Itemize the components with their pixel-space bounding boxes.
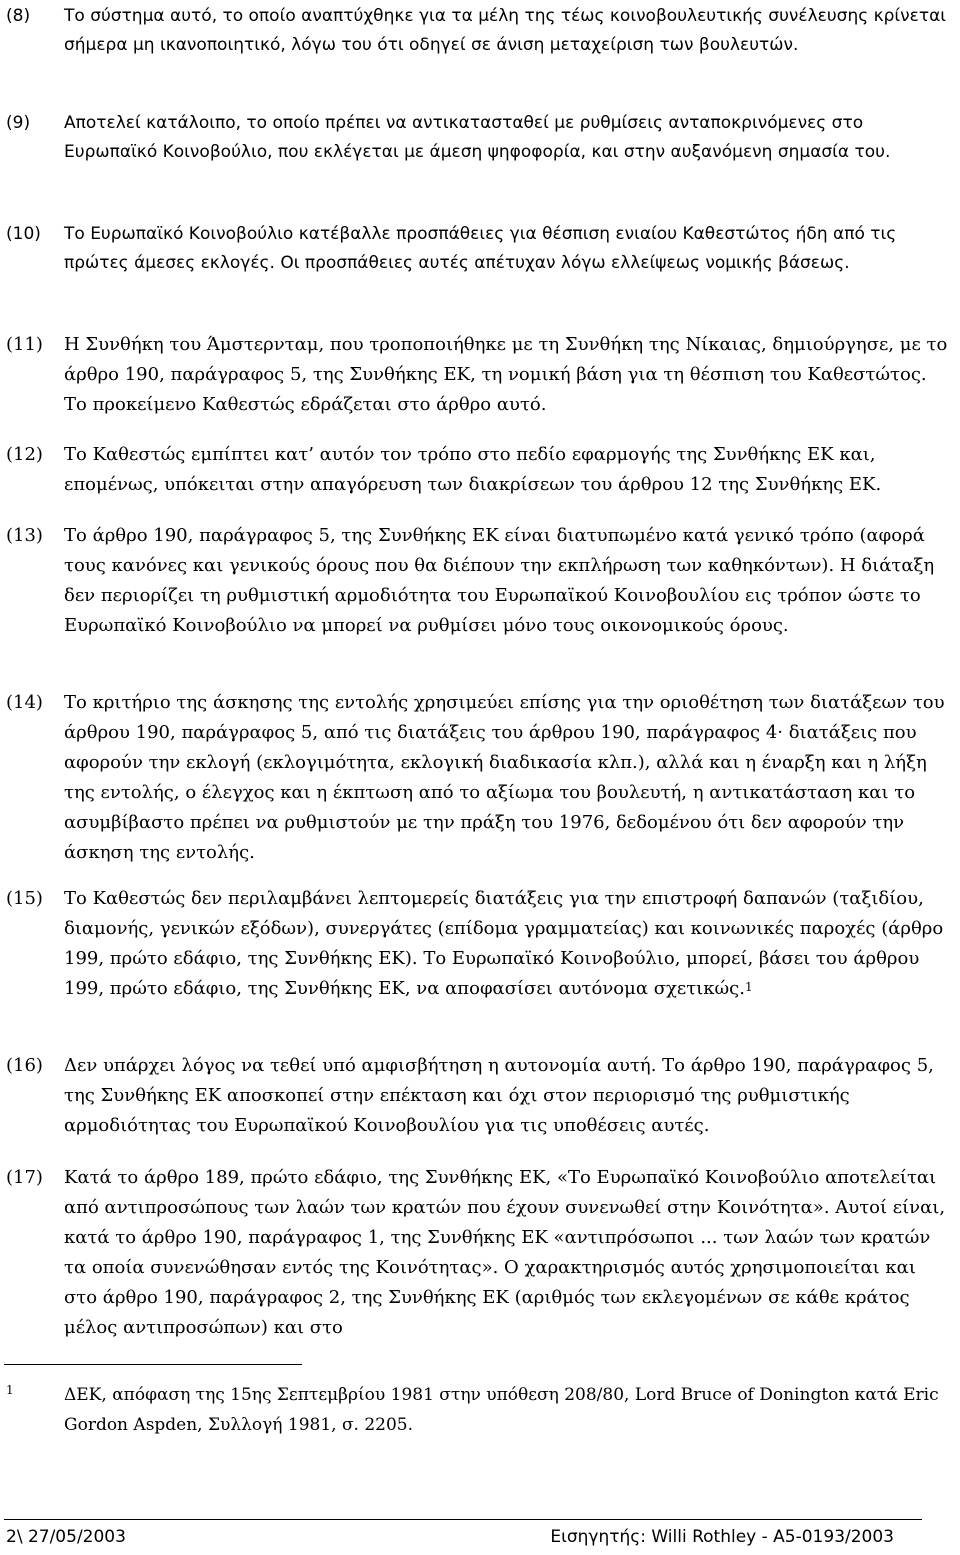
paragraph-number: (12) xyxy=(6,444,43,465)
paragraph-12 xyxy=(6,440,956,500)
paragraph-11 xyxy=(6,330,956,420)
footnote-reference[interactable]: 1 xyxy=(744,980,753,994)
paragraph-number: (10) xyxy=(6,224,41,244)
paragraph-number: (16) xyxy=(6,1055,43,1076)
paragraph-15 xyxy=(6,884,956,1004)
footnote xyxy=(6,1380,958,1440)
paragraph-number: (15) xyxy=(6,888,43,909)
paragraph-text: Το Καθεστώς εμπίπτει κατ’ αυτόν τον τρόπο στο πεδίο εφαρμογής της Συνθήκης ΕΚ και, επομένως, υπόκειται στην απαγόρευση των διακρίσεων του άρθρου 12 της Συνθήκης ΕΚ. xyxy=(64,444,882,495)
paragraph-text: Το σύστημα αυτό, το οποίο αναπτύχθηκε για τα μέλη της τέως κοινοβουλευτικής συνέλευσης κρίνεται σήμερα μη ικανοποιητικό, λόγω του ότι οδηγεί σε άνιση μεταχείριση των βουλευτών. xyxy=(64,6,947,55)
paragraph-number: (9) xyxy=(6,113,31,133)
paragraph-body: Το Καθεστώς δεν περιλαμβάνει λεπτομερείς διατάξεις για την επιστροφή δαπανών (ταξιδίου, διαμονής, γενικών εξόδων), συνεργάτες (επίδομα γραμματείας) και κοινωνικές παροχές (άρθρο 199, πρώτο εδάφιο, της Συνθήκης ΕΚ). Το Ευρωπαϊκό Κοινοβούλιο, μπορεί, βάσει του άρθρου 199, πρώτο εδάφιο, της Συνθήκης ΕΚ, να αποφασίσει αυτόνομα σχετικώς. xyxy=(64,888,944,999)
paragraph-number: (14) xyxy=(6,692,43,713)
paragraph-14 xyxy=(6,688,956,868)
paragraph-17 xyxy=(6,1163,956,1343)
paragraph-number: (13) xyxy=(6,525,43,546)
paragraph-text: Αποτελεί κατάλοιπο, το οποίο πρέπει να αντικατασταθεί με ρυθμίσεις ανταποκρινόμενες στο Ευρωπαϊκό Κοινοβούλιο, που εκλέγεται με άμεση ψηφοφορία, και στην αυξανόμενη σημασία του. xyxy=(64,113,891,162)
paragraph-number: (17) xyxy=(6,1167,43,1188)
footnote-text: ΔΕΚ, απόφαση της 15ης Σεπτεμβρίου 1981 στην υπόθεση 208/80, Lord Bruce of Donington κατά Eric Gordon Aspden, Συλλογή 1981, σ. 2205. xyxy=(64,1385,939,1435)
footnote-number: 1 xyxy=(6,1383,14,1397)
footer-separator xyxy=(4,1519,922,1520)
footnote-separator xyxy=(4,1364,302,1365)
footer-page-date: 2\ 27/05/2003 xyxy=(6,1527,126,1547)
paragraph-text: Δεν υπάρχει λόγος να τεθεί υπό αμφισβήτηση η αυτονομία αυτή. Το άρθρο 190, παράγραφος 5, της Συνθήκης ΕΚ αποσκοπεί στην επέκταση και όχι στον περιορισμό της ρυθμιστικής αρμοδιότητας του Ευρωπαϊκού Κοινοβουλίου για τις υποθέσεις αυτές. xyxy=(64,1055,934,1136)
paragraph-number: (11) xyxy=(6,334,43,355)
paragraph-16 xyxy=(6,1051,956,1141)
paragraph-text xyxy=(64,884,952,1004)
paragraph-text: Το Ευρωπαϊκό Κοινοβούλιο κατέβαλλε προσπάθειες για θέσπιση ενιαίου Καθεστώτος ήδη από τις πρώτες άμεσες εκλογές. Οι προσπάθειες αυτές απέτυχαν λόγω ελλείψεως νομικής βάσεως. xyxy=(64,224,897,273)
paragraph-9 xyxy=(6,109,956,167)
paragraph-text: Το άρθρο 190, παράγραφος 5, της Συνθήκης ΕΚ είναι διατυπωμένο κατά γενικό τρόπο (αφορά τους κανόνες και γενικούς όρους που θα διέπουν την εκπλήρωση των καθηκόντων). Η διάταξη δεν περιορίζει τη ρυθμιστική αρμοδιότητα του Ευρωπαϊκού Κοινοβουλίου εις τρόπον ώστε το Ευρωπαϊκό Κοινοβούλιο να μπορεί να ρυθμίσει μόνο τους οικονομικούς όρους. xyxy=(64,525,935,636)
paragraph-13 xyxy=(6,521,956,641)
paragraph-text: Το κριτήριο της άσκησης της εντολής χρησιμεύει επίσης για την οριοθέτηση των διατάξεων του άρθρου 190, παράγραφος 5, από τις διατάξεις του άρθρου 190, παράγραφος 4· διατάξεις που αφορούν την εκλογή (εκλογιμότητα, εκλογική διαδικασία κλπ.), αλλά και η έναρξη και η λήξη της εντολής, ο έλεγχος και η έκπτωση από το αξίωμα του βουλευτή, η αντικατάσταση και το ασυμβίβαστο πρέπει να ρυθμιστούν με την πράξη του 1976, δεδομένου ότι δεν αφορούν την άσκηση της εντολής. xyxy=(64,692,945,863)
paragraph-10 xyxy=(6,220,956,278)
paragraph-text: Κατά το άρθρο 189, πρώτο εδάφιο, της Συνθήκης ΕΚ, «Το Ευρωπαϊκό Κοινοβούλιο αποτελείται από αντιπροσώπους των λαών των κρατών που έχουν συνενωθεί στην Κοινότητα». Αυτοί είναι, κατά το άρθρο 190, παράγραφος 1, της Συνθήκης ΕΚ «αντιπρόσωποι ... των λαών των κρατών τα οποία συνενώθησαν εντός της Κοινότητας». Ο χαρακτηρισμός αυτός χρησιμοποιείται και στο άρθρο 190, παράγραφος 2, της Συνθήκης ΕΚ (αριθμός των εκλεγομένων σε κάθε κράτος μέλος αντιπροσώπων) και στο xyxy=(64,1167,946,1338)
paragraph-8 xyxy=(6,2,956,60)
paragraph-text: Η Συνθήκη του Άμστερνταμ, που τροποποιήθηκε με τη Συνθήκη της Νίκαιας, δημιούργησε, με το άρθρο 190, παράγραφος 5, της Συνθήκης ΕΚ, τη νομική βάση για τη θέσπιση του Καθεστώτος. Το προκείμενο Καθεστώς εδράζεται στο άρθρο αυτό. xyxy=(64,334,948,415)
paragraph-number: (8) xyxy=(6,6,31,26)
footer-rapporteur: Εισηγητής: Willi Rothley - A5-0193/2003 xyxy=(550,1527,894,1547)
